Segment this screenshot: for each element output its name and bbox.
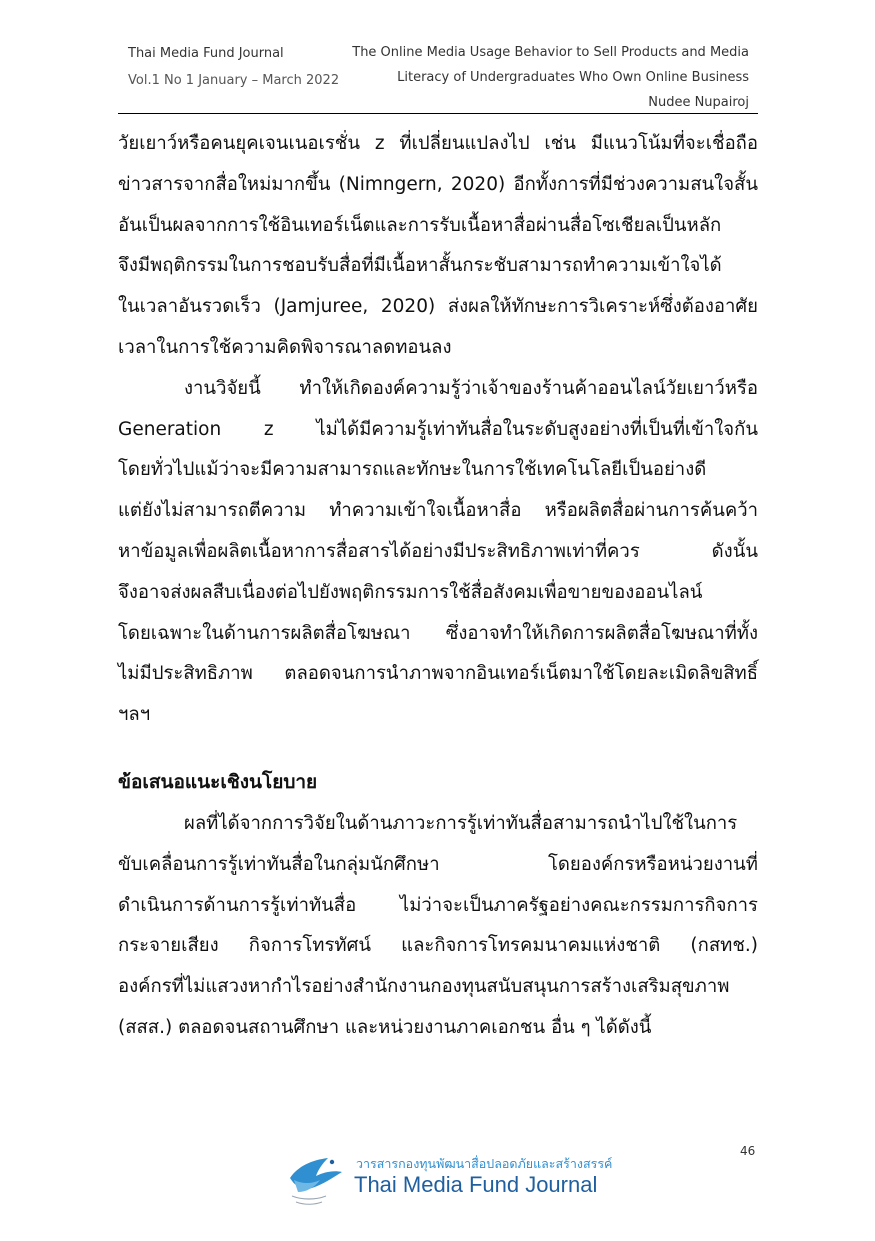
text-line: ขับเคลื่อนการรู้เท่าทันสื่อในกลุ่มนักศึกษา โดยองค์กรหรือหน่วยงานที่: [118, 853, 758, 875]
paragraph-3: [118, 804, 758, 1049]
text-line: ดำเนินการด้านการรู้เท่าทันสื่อ ไม่ว่าจะเป็นภาครัฐอย่างคณะกรรมการกิจการ: [118, 894, 758, 916]
footer-logo: [282, 1148, 613, 1210]
paragraph-1: [118, 124, 758, 369]
text-line: ในเวลาอันรวดเร็ว (Jamjuree, 2020) ส่งผลให้ทักษะการวิเคราะห์ซึ่งต้องอาศัย: [118, 296, 758, 318]
journal-name: Thai Media Fund Journal: [128, 46, 284, 61]
text-line: อันเป็นผลจากการใช้อินเทอร์เน็ตและการรับเนื้อหาสื่อผ่านสื่อโซเชียลเป็นหลัก: [118, 214, 722, 236]
text-line: งานวิจัยนี้ ทำให้เกิดองค์ความรู้ว่าเจ้าของร้านค้าออนไลน์วัยเยาว์หรือ: [184, 377, 758, 399]
article-title-line-1: The Online Media Usage Behavior to Sell Products and Media: [352, 45, 749, 60]
text-line: หาข้อมูลเพื่อผลิตเนื้อหาการสื่อสารได้อย่างมีประสิทธิภาพเท่าที่ควร ดังนั้น: [118, 540, 758, 562]
footer-english-name: Thai Media Fund Journal: [354, 1172, 598, 1197]
text-line: Generation z ไม่ได้มีความรู้เท่าทันสื่อในระดับสูงอย่างที่เป็นที่เข้าใจกัน: [118, 418, 758, 440]
text-line: ไม่มีประสิทธิภาพ ตลอดจนการนำภาพจากอินเทอร์เน็ตมาใช้โดยละเมิดลิขสิทธิ์: [118, 663, 758, 685]
text-line: วัยเยาว์หรือคนยุคเจนเนอเรชั่น z ที่เปลี่ยนแปลงไป เช่น มีแนวโน้มที่จะเชื่อถือ: [118, 133, 758, 154]
journal-volume: Vol.1 No 1 January – March 2022: [128, 73, 340, 88]
text-line: จึงมีพฤติกรรมในการชอบรับสื่อที่มีเนื้อหาสั้นกระชับสามารถทำความเข้าใจได้: [118, 255, 722, 277]
running-header-right: [289, 40, 749, 115]
text-line: (สสส.) ตลอดจนสถานศึกษา และหน่วยงานภาคเอกชน อื่น ๆ ได้ดังนี้: [118, 1016, 652, 1038]
page-number: 46: [740, 1144, 756, 1158]
text-line: องค์กรที่ไม่แสวงหากำไรอย่างสำนักงานกองทุนสนับสนุนการสร้างเสริมสุขภาพ: [118, 976, 730, 998]
text-line: กระจายเสียง กิจการโทรทัศน์ และกิจการโทรคมนาคมแห่งชาติ (กสทช.): [118, 935, 758, 957]
article-author: Nudee Nupairoj: [648, 95, 749, 110]
text-line: โดยทั่วไปแม้ว่าจะมีความสามารถและทักษะในการใช้เทคโนโลยีเป็นอย่างดี: [118, 459, 707, 481]
article-title-line-2: Literacy of Undergraduates Who Own Online Business: [397, 70, 749, 85]
paragraph-2: [118, 369, 758, 736]
header-divider: [118, 113, 758, 114]
text-line: จึงอาจส่งผลสืบเนื่องต่อไปยังพฤติกรรมการใช้สื่อสังคมเพื่อขายของออนไลน์: [118, 581, 703, 603]
text-line: เวลาในการใช้ความคิดพิจารณาลดทอนลง: [118, 336, 452, 358]
bird-logo-icon: [282, 1148, 348, 1210]
section-heading: ข้อเสนอแนะเชิงนโยบาย: [118, 770, 318, 793]
text-line: โดยเฉพาะในด้านการผลิตสื่อโฆษณา ซึ่งอาจทำให้เกิดการผลิตสื่อโฆษณาที่ทั้ง: [118, 622, 758, 644]
text-line: ผลที่ได้จากการวิจัยในด้านภาวะการรู้เท่าทันสื่อสามารถนำไปใช้ในการ: [184, 812, 738, 834]
text-line: แต่ยังไม่สามารถตีความ ทำความเข้าใจเนื้อหาสื่อ หรือผลิตสื่อผ่านการค้นคว้า: [118, 500, 758, 522]
text-line: ข่าวสารจากสื่อใหม่มากขึ้น (Nimngern, 2020) อีกทั้งการที่มีช่วงความสนใจสั้น: [118, 173, 758, 195]
article-body: [118, 124, 758, 1049]
text-line: ฯลฯ: [118, 704, 151, 726]
footer-thai-name: วารสารกองทุนพัฒนาสื่อปลอดภัยและสร้างสรรค์: [356, 1156, 613, 1171]
